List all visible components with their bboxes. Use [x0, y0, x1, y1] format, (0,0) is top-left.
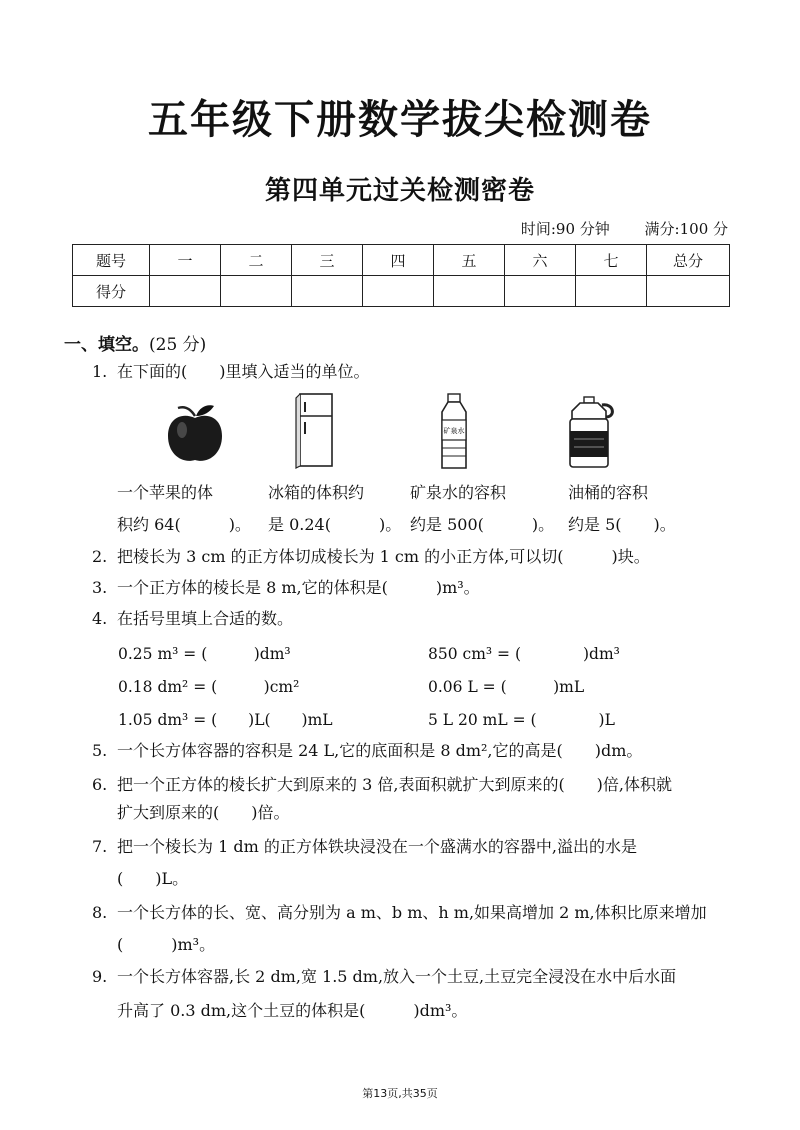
main-title: 五年级下册数学拔尖检测卷 — [148, 97, 652, 143]
conversion-item[interactable]: 1.05 dm³ = ( )L( )mL — [118, 711, 333, 729]
full-score: 满分:100 分 — [644, 220, 728, 238]
score-table-cell: 七 — [576, 245, 647, 276]
question-text: 把一个棱长为 1 dm 的正方体铁块浸没在一个盛满水的容器中,溢出的水是 — [117, 837, 637, 856]
question-7 — [92, 832, 637, 862]
time-limit: 时间:90 分钟 — [520, 220, 610, 238]
score-input-cell[interactable] — [363, 276, 434, 307]
question-number: 4. — [92, 609, 108, 628]
question-text: 在括号里填上合适的数。 — [117, 609, 294, 628]
question-3 — [92, 573, 480, 603]
caption-apple: 一个苹果的体 — [117, 483, 214, 502]
oil-drum-icon — [562, 395, 618, 471]
blank-apple[interactable]: 积约 64( )。 — [117, 515, 251, 534]
score-table-cell: 题号 — [73, 245, 150, 276]
score-input-cell[interactable] — [576, 276, 647, 307]
conversion-item[interactable]: 5 L 20 mL = ( )L — [428, 711, 615, 729]
question-2 — [92, 542, 650, 572]
exam-meta — [491, 218, 728, 239]
question-text: 一个正方体的棱长是 8 m,它的体积是( )m³。 — [117, 578, 480, 597]
caption-bottle: 矿泉水的容积 — [410, 483, 507, 502]
conversion-item[interactable]: 850 cm³ = ( )dm³ — [428, 645, 620, 663]
question-number: 5. — [92, 741, 108, 760]
question-text: 把一个正方体的棱长扩大到原来的 3 倍,表面积就扩大到原来的( )倍,体积就 — [117, 775, 673, 794]
question-9 — [92, 962, 676, 992]
question-8-cont: ( )m³。 — [117, 935, 216, 954]
apple-icon — [160, 398, 230, 468]
question-8 — [92, 898, 707, 928]
score-input-cell[interactable] — [150, 276, 221, 307]
question-1 — [92, 357, 370, 387]
bottle-label: 矿泉水 — [443, 427, 465, 435]
question-4 — [92, 604, 293, 634]
page-footer: 第13页,共35页 — [362, 1087, 438, 1100]
score-table — [72, 244, 730, 307]
caption-fridge: 冰箱的体积约 — [268, 483, 365, 502]
question-text: 在下面的( )里填入适当的单位。 — [117, 362, 370, 381]
score-table-cell: 得分 — [73, 276, 150, 307]
score-input-cell[interactable] — [647, 276, 730, 307]
blank-drum[interactable]: 约是 5( )。 — [568, 515, 676, 534]
score-input-cell[interactable] — [434, 276, 505, 307]
score-table-cell: 总分 — [647, 245, 730, 276]
sub-title: 第四单元过关检测密卷 — [264, 176, 535, 206]
question-text: 把棱长为 3 cm 的正方体切成棱长为 1 cm 的小正方体,可以切( )块。 — [117, 547, 650, 566]
score-input-cell[interactable] — [221, 276, 292, 307]
water-bottle-icon — [432, 392, 476, 472]
question-6-cont: 扩大到原来的( )倍。 — [117, 803, 290, 822]
score-table-header-row — [73, 245, 730, 276]
score-table-cell: 三 — [292, 245, 363, 276]
section-title: 一、填空。 — [64, 335, 149, 355]
score-table-cell: 四 — [363, 245, 434, 276]
question-9-cont: 升高了 0.3 dm,这个土豆的体积是( )dm³。 — [117, 1001, 468, 1020]
question-6 — [92, 770, 672, 800]
blank-fridge[interactable]: 是 0.24( )。 — [268, 515, 402, 534]
conversion-item[interactable]: 0.25 m³ = ( )dm³ — [118, 645, 291, 663]
section-points: (25 分) — [149, 335, 207, 355]
score-table-cell: 二 — [221, 245, 292, 276]
section-heading — [64, 330, 206, 355]
question-number: 6. — [92, 775, 108, 794]
question-5 — [92, 736, 642, 766]
score-table-score-row — [73, 276, 730, 307]
score-table-cell: 一 — [150, 245, 221, 276]
question-number: 7. — [92, 837, 108, 856]
conversion-item[interactable]: 0.18 dm² = ( )cm² — [118, 678, 300, 696]
score-input-cell[interactable] — [292, 276, 363, 307]
question-text: 一个长方体容器的容积是 24 L,它的底面积是 8 dm²,它的高是( )dm。 — [117, 741, 643, 760]
score-table-cell: 六 — [505, 245, 576, 276]
question-text: 一个长方体的长、宽、高分别为 a m、b m、h m,如果高增加 2 m,体积比原来增加 — [117, 903, 707, 922]
question-number: 3. — [92, 578, 108, 597]
question-number: 1. — [92, 362, 108, 381]
blank-bottle[interactable]: 约是 500( )。 — [410, 515, 555, 534]
conversion-item[interactable]: 0.06 L = ( )mL — [428, 678, 585, 696]
caption-drum: 油桶的容积 — [568, 483, 649, 502]
fridge-icon — [292, 390, 342, 470]
question-7-cont: ( )L。 — [117, 869, 189, 888]
question-text: 一个长方体容器,长 2 dm,宽 1.5 dm,放入一个土豆,土豆完全浸没在水中后水面 — [117, 967, 677, 986]
score-input-cell[interactable] — [505, 276, 576, 307]
question-number: 2. — [92, 547, 108, 566]
score-table-cell: 五 — [434, 245, 505, 276]
question-number: 8. — [92, 903, 108, 922]
question-number: 9. — [92, 967, 108, 986]
